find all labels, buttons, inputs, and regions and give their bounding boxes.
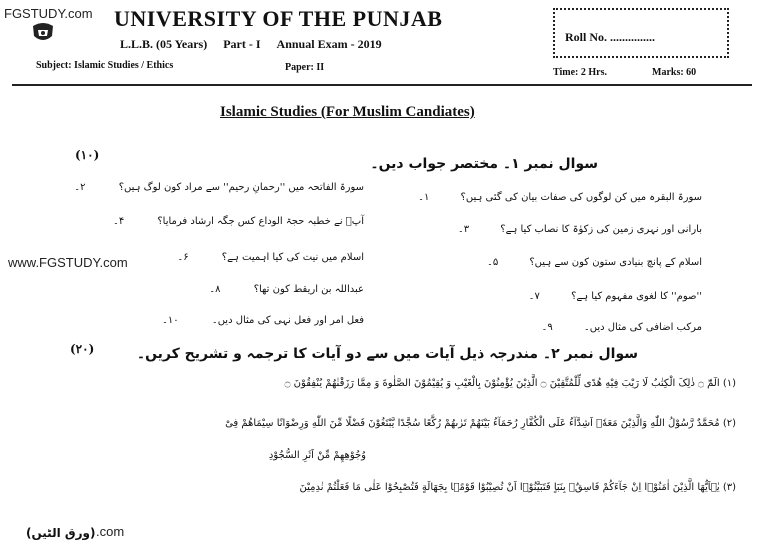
q1-item-6: اسلام میں نیت کی کیا اہمیت ہے؟ ۶۔ [177,252,364,263]
turn-over-note: (ورق الٹیں) [26,526,96,540]
ayah-2: (۲) مُحَمَّدٌ رَّسُوْلُ اللّٰهِ وَالَّذِیْنَ مَعَهٗۤ اَشِدَّآءُ عَلَی الْکُفَّارِ رُحَمَآءُ بَیْنَهُمْ تَرٰىهُمْ رُکَّعًا سُجَّدًا یَّبْتَغُوْنَ فَضْلًا مِّنَ اللّٰهِ وَرِضْوَانًا سِیْمَاهُمْ فِیْ [225,418,736,429]
university-crest-icon [30,22,56,44]
university-title: UNIVERSITY OF THE PUNJAB [114,6,443,31]
q1-marks: (۱۰) [75,148,100,162]
exam-line [120,37,382,52]
q1-item-4: آپؐ نے خطبہ حجۃ الوداع کس جگہ ارشاد فرمایا؟ ۴۔ [112,216,364,227]
ayah-1: (۱) الٓمّٓ ۝ ذٰلِکَ الْکِتٰبُ لَا رَیْبَ فِیْهِ هُدًی لِّلْمُتَّقِیْنَ ۝ الَّذِیْنَ یُؤْمِنُوْنَ بِالْغَیْبِ وَ یُقِیْمُوْنَ الصَّلٰوةَ وَ مِمَّا رَزَقْنٰهُمْ یُنْفِقُوْنَ ۝ [284,378,736,389]
ayah-2-continuation: وُجُوْهِهِمْ مِّنْ اَثَرِ السُّجُوْدِ [268,450,366,461]
part: Part - I [223,37,261,51]
ayah-3: (۳) یٰۤاَیُّهَا الَّذِیْنَ اٰمَنُوْۤا اِنْ جَآءَکُمْ فَاسِقٌۢ بِنَبَاٍ فَتَبَیَّنُوْۤا اَنْ تُصِیْبُوْا قَوْمًۢا بِجَهَالَةٍ فَتُصْبِحُوْا عَلٰی مَا فَعَلْتُمْ نٰدِمِیْنَ [299,482,736,493]
roll-number-box [553,8,729,58]
exam-name: Annual Exam - 2019 [276,37,382,51]
q2-heading: سوال نمبر ۲۔ مندرجہ ذیل آیات میں سے دو آیات کا ترجمہ و تشریح کریں۔ [136,346,638,362]
q1-item-9: مرکب اضافی کی مثال دیں۔ ۹۔ [541,322,702,333]
q2-marks: (۲۰) [70,342,95,356]
q1-item-5: اسلام کے پانچ بنیادی ستون کون سے ہیں؟ ۵۔ [486,257,702,268]
q1-item-8: عبداللہ بن اریقط کون تھا؟ ۸۔ [209,284,364,295]
subject: Subject: Islamic Studies / Ethics [36,60,174,71]
q1-item-3: بارانی اور نہری زمین کی زکوٰۃ کا نصاب کیا ہے؟ ۳۔ [457,224,702,235]
time: Time: 2 Hrs. [553,67,607,78]
header-divider [12,84,752,86]
roll-number-label: Roll No. ............... [565,30,655,44]
section-title: Islamic Studies (For Muslim Candiates) [220,104,475,120]
paper: Paper: II [285,62,325,73]
watermark-bottom: .com [96,524,125,539]
q1-heading: سوال نمبر ۱۔ مختصر جواب دیں۔ [370,156,598,172]
total-marks: Marks: 60 [652,67,697,78]
q1-item-2: سورۃ الفاتحہ میں ''رحمانِ رحیم'' سے مراد کون لوگ ہیں؟ ۲۔ [74,182,364,193]
q1-item-1: سورۃ البقرہ میں کن لوگوں کی صفات بیان کی گئی ہیں؟ ۱۔ [418,192,702,203]
watermark-top: FGSTUDY.com [4,6,93,21]
q1-item-10: فعل امر اور فعل نہی کی مثال دیں۔ ۱۰۔ [162,315,364,326]
watermark-middle: www.FGSTUDY.com [8,255,128,270]
q1-item-7: ''صوم'' کا لغوی مفہوم کیا ہے؟ ۷۔ [528,291,702,302]
program: L.L.B. (05 Years) [120,37,208,51]
